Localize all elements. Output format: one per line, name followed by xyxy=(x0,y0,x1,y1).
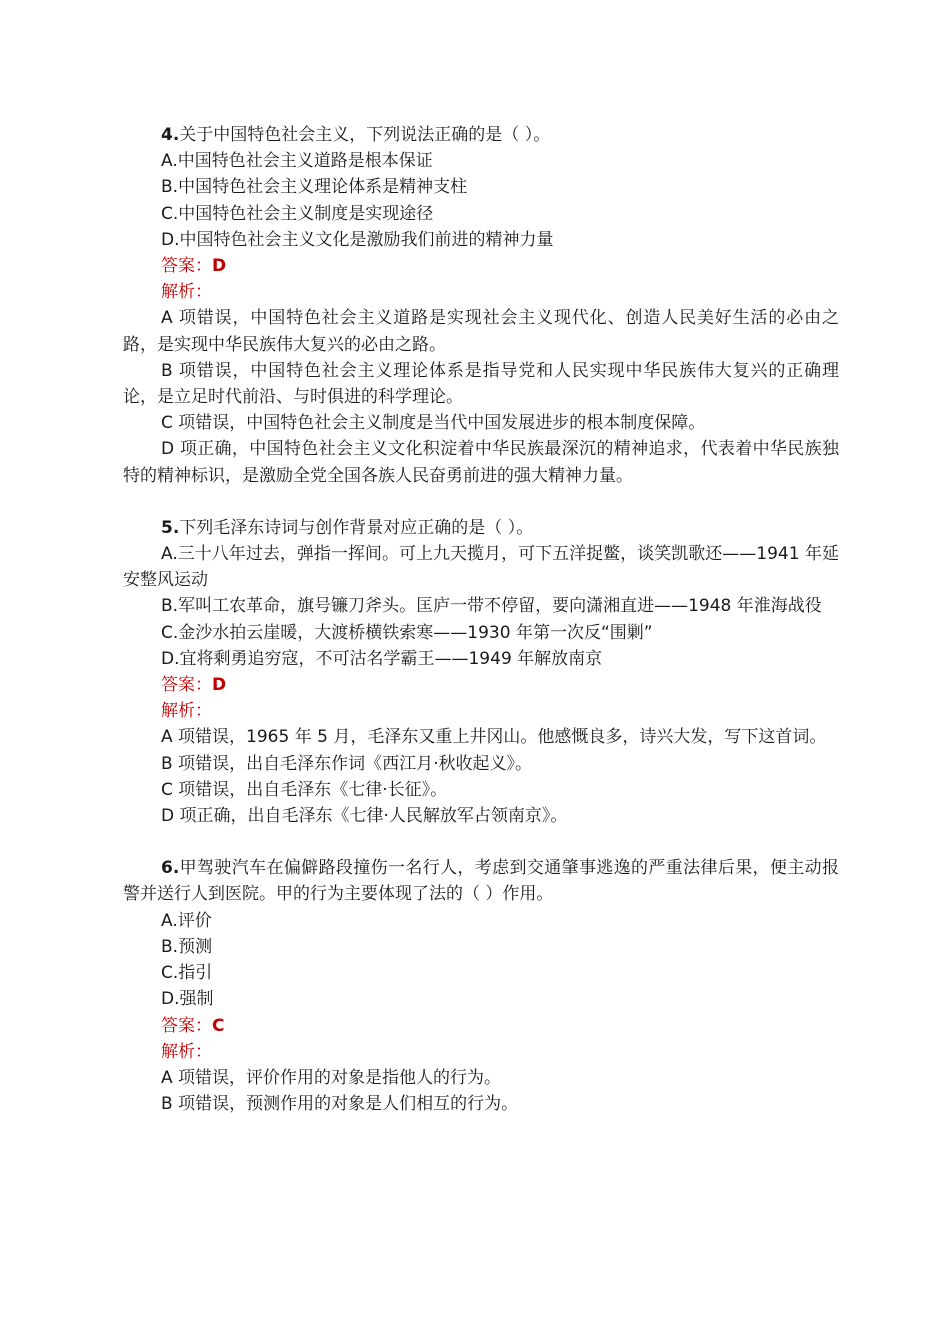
question-text: 关于中国特色社会主义，下列说法正确的是（ ）。 xyxy=(179,125,551,145)
analysis-a: A 项错误，评价作用的对象是指他人的行为。 xyxy=(161,1067,502,1088)
option-c: C.中国特色社会主义制度是实现途径 xyxy=(161,203,434,224)
analysis-label: 解析： xyxy=(161,701,212,722)
answer-label: 答案： xyxy=(161,675,212,696)
option-d: D.强制 xyxy=(161,989,214,1010)
question-text: 下列毛泽东诗词与创作背景对应正确的是（ ）。 xyxy=(179,517,534,538)
analysis-b: B 项错误，中国特色社会主义理论体系是指导党和人民实现中华民族伟大复兴的正确理论，是立足时代前沿、与时俱进的科学理论。 xyxy=(123,360,839,408)
analysis-a: A 项错误，中国特色社会主义道路是实现社会主义现代化、创造人民美好生活的必由之路，是实现中华民族伟大复兴的必由之路。 xyxy=(123,308,839,355)
question-6 xyxy=(123,855,839,1117)
answer-value: D xyxy=(212,675,227,696)
analysis-b: B 项错误，预测作用的对象是人们相互的行为。 xyxy=(161,1094,519,1115)
analysis-d: D 项正确，中国特色社会主义文化积淀着中华民族最深沉的精神追求，代表着中华民族独特的精神标识，是激励全党全国各族人民奋勇前进的强大精神力量。 xyxy=(123,439,839,486)
option-d: D.中国特色社会主义文化是激励我们前进的精神力量 xyxy=(161,229,554,250)
analysis-b: B 项错误，出自毛泽东作词《西江月·秋收起义》。 xyxy=(161,753,532,774)
option-b: B.中国特色社会主义理论体系是精神支柱 xyxy=(161,177,468,198)
option-c: C.指引 xyxy=(161,963,213,984)
analysis-c: C 项错误，中国特色社会主义制度是当代中国发展进步的根本制度保障。 xyxy=(161,413,706,434)
answer-label: 答案： xyxy=(161,256,212,277)
question-number: 4. xyxy=(161,125,180,145)
question-5 xyxy=(123,515,839,829)
analysis-c: C 项错误，出自毛泽东《七律·长征》。 xyxy=(161,779,448,800)
analysis-label: 解析： xyxy=(161,1041,212,1062)
document-page xyxy=(123,122,839,1143)
option-b: B.军叫工农革命，旗号镰刀斧头。匡庐一带不停留，要向潇湘直进——1948 年淮海战役 xyxy=(161,596,822,617)
answer-label: 答案： xyxy=(161,1015,212,1036)
question-stem xyxy=(123,515,839,541)
question-number: 5. xyxy=(161,517,180,538)
question-stem xyxy=(123,122,839,148)
analysis-label: 解析： xyxy=(161,282,212,303)
answer xyxy=(123,253,839,279)
option-a: A.评价 xyxy=(161,910,212,931)
answer-value: C xyxy=(212,1015,225,1036)
answer xyxy=(123,672,839,698)
analysis-d: D 项正确，出自毛泽东《七律·人民解放军占领南京》。 xyxy=(161,806,568,827)
analysis-a: A 项错误，1965 年 5 月，毛泽东又重上井冈山。他感慨良多，诗兴大发，写下这首词。 xyxy=(161,727,827,748)
option-b: B.预测 xyxy=(161,936,213,957)
option-d: D.宜将剩勇追穷寇，不可沽名学霸王——1949 年解放南京 xyxy=(161,648,603,669)
answer xyxy=(123,1013,839,1039)
question-number: 6. xyxy=(161,858,180,879)
option-c: C.金沙水拍云崖暖，大渡桥横铁索寒——1930 年第一次反“围剿” xyxy=(161,622,653,643)
answer-value: D xyxy=(212,256,227,277)
question-4 xyxy=(123,122,839,489)
question-stem xyxy=(123,855,839,907)
option-a: A.中国特色社会主义道路是根本保证 xyxy=(161,151,433,172)
option-a: A.三十八年过去，弹指一挥间。可上九天揽月，可下五洋捉鳖，谈笑凯歌还——1941 年延安整风运动 xyxy=(123,544,839,591)
question-text: 甲驾驶汽车在偏僻路段撞伤一名行人，考虑到交通肇事逃逸的严重法律后果，便主动报警并送行人到医院。甲的行为主要体现了法的（ ）作用。 xyxy=(123,858,839,905)
